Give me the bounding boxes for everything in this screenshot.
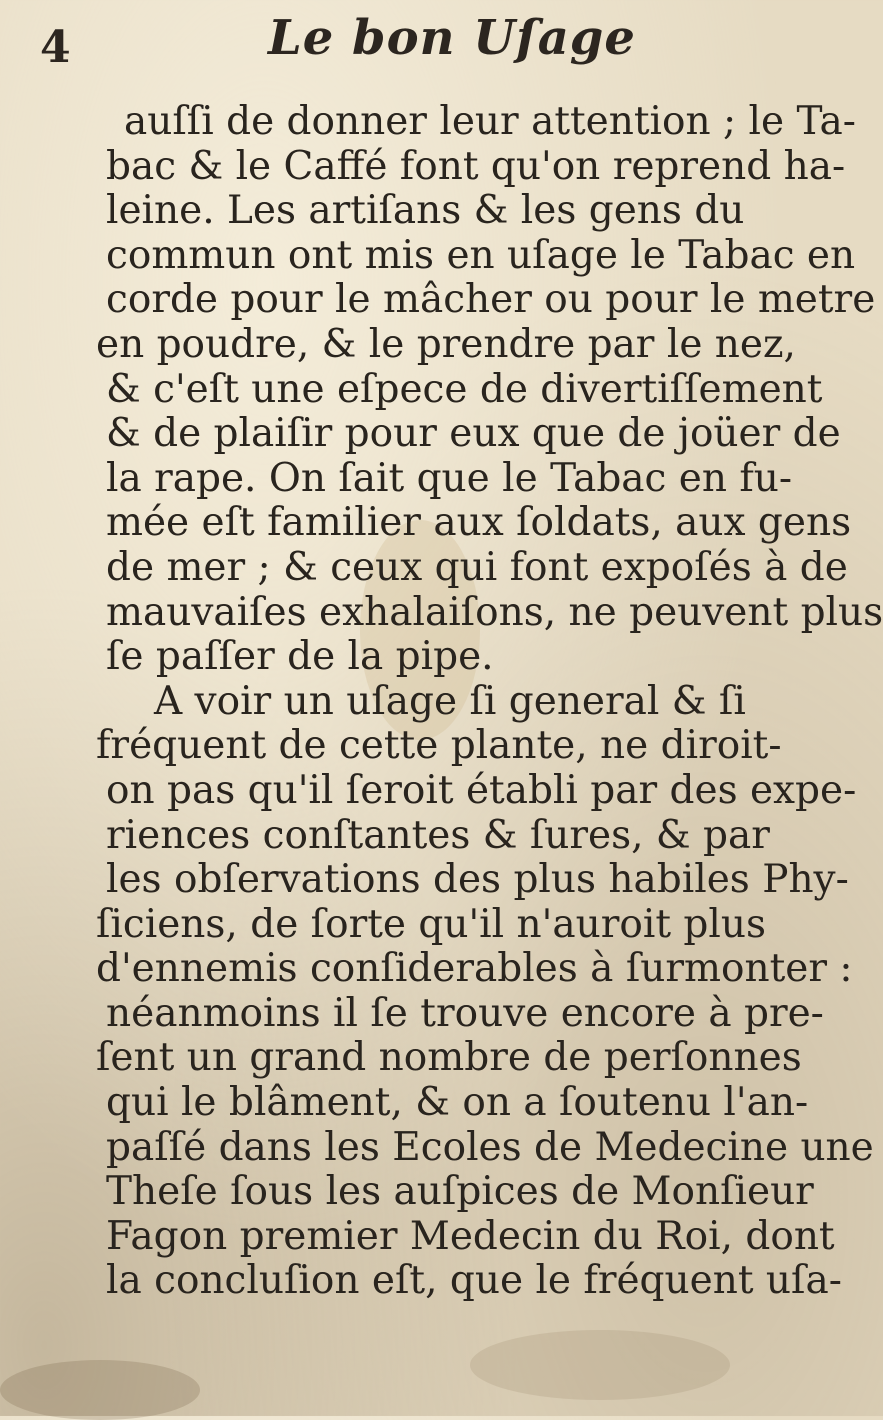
page-header (0, 8, 800, 98)
text-line: paſſé dans les Ecoles de Medecine une (106, 1124, 874, 1170)
text-line: néanmoins il ſe trouve encore à pre- (106, 990, 824, 1036)
running-title: Le bon Uſage (268, 10, 636, 66)
text-line: & de plaiſir pour eux que de joüer de (106, 411, 841, 457)
text-line: ſent un grand nombre de perſonnes (96, 1035, 802, 1081)
text-line: de mer ; & ceux qui font expoſés à de (106, 544, 848, 590)
text-line: bac & le Caffé font qu'on reprend ha- (106, 143, 846, 189)
text-line: auſſi de donner leur attention ; le Ta- (124, 99, 856, 144)
text-line: la concluſion eſt, que le fréquent uſa- (106, 1258, 842, 1304)
text-line: riences conſtantes & ſures, & par (106, 812, 770, 858)
text-line: Fagon premier Medecin du Roi, dont (106, 1213, 835, 1259)
text-line: les obſervations des plus habiles Phy- (106, 857, 849, 903)
text-line: la rape. On ſait que le Tabac en fu- (106, 455, 793, 501)
page-number: 4 (40, 22, 71, 73)
text-line: fréquent de cette plante, ne diroit- (96, 723, 782, 769)
text-line: & c'eſt une eſpece de divertiſſement (106, 366, 823, 412)
text-line: qui le blâment, & on a ſoutenu l'an- (106, 1080, 809, 1126)
text-line: ſiciens, de ſorte qu'il n'auroit plus (96, 901, 766, 947)
text-line: ſe paſſer de la pipe. (106, 634, 494, 680)
text-line: d'ennemis conſiderables à ſurmonter : (96, 946, 853, 992)
text-line: mée eſt familier aux ſoldats, aux gens (106, 500, 852, 546)
body-text (96, 99, 883, 1304)
text-line: corde pour le mâcher ou pour le metre (106, 277, 876, 323)
text-line: on pas qu'il ſeroit établi par des expe- (106, 767, 857, 813)
text-line: Theſe ſous les auſpices de Monſieur (106, 1169, 814, 1215)
text-line: commun ont mis en uſage le Tabac en (106, 232, 856, 278)
text-line: mauvaiſes exhalaiſons, ne peuvent plus (106, 589, 883, 635)
text-line: leine. Les artiſans & les gens du (106, 188, 745, 234)
text-line: A voir un uſage ſi general & ſi (154, 678, 746, 724)
paper-stain (470, 1330, 730, 1400)
text-line: en poudre, & le prendre par le nez, (96, 321, 796, 367)
paper-stain (0, 1360, 200, 1420)
